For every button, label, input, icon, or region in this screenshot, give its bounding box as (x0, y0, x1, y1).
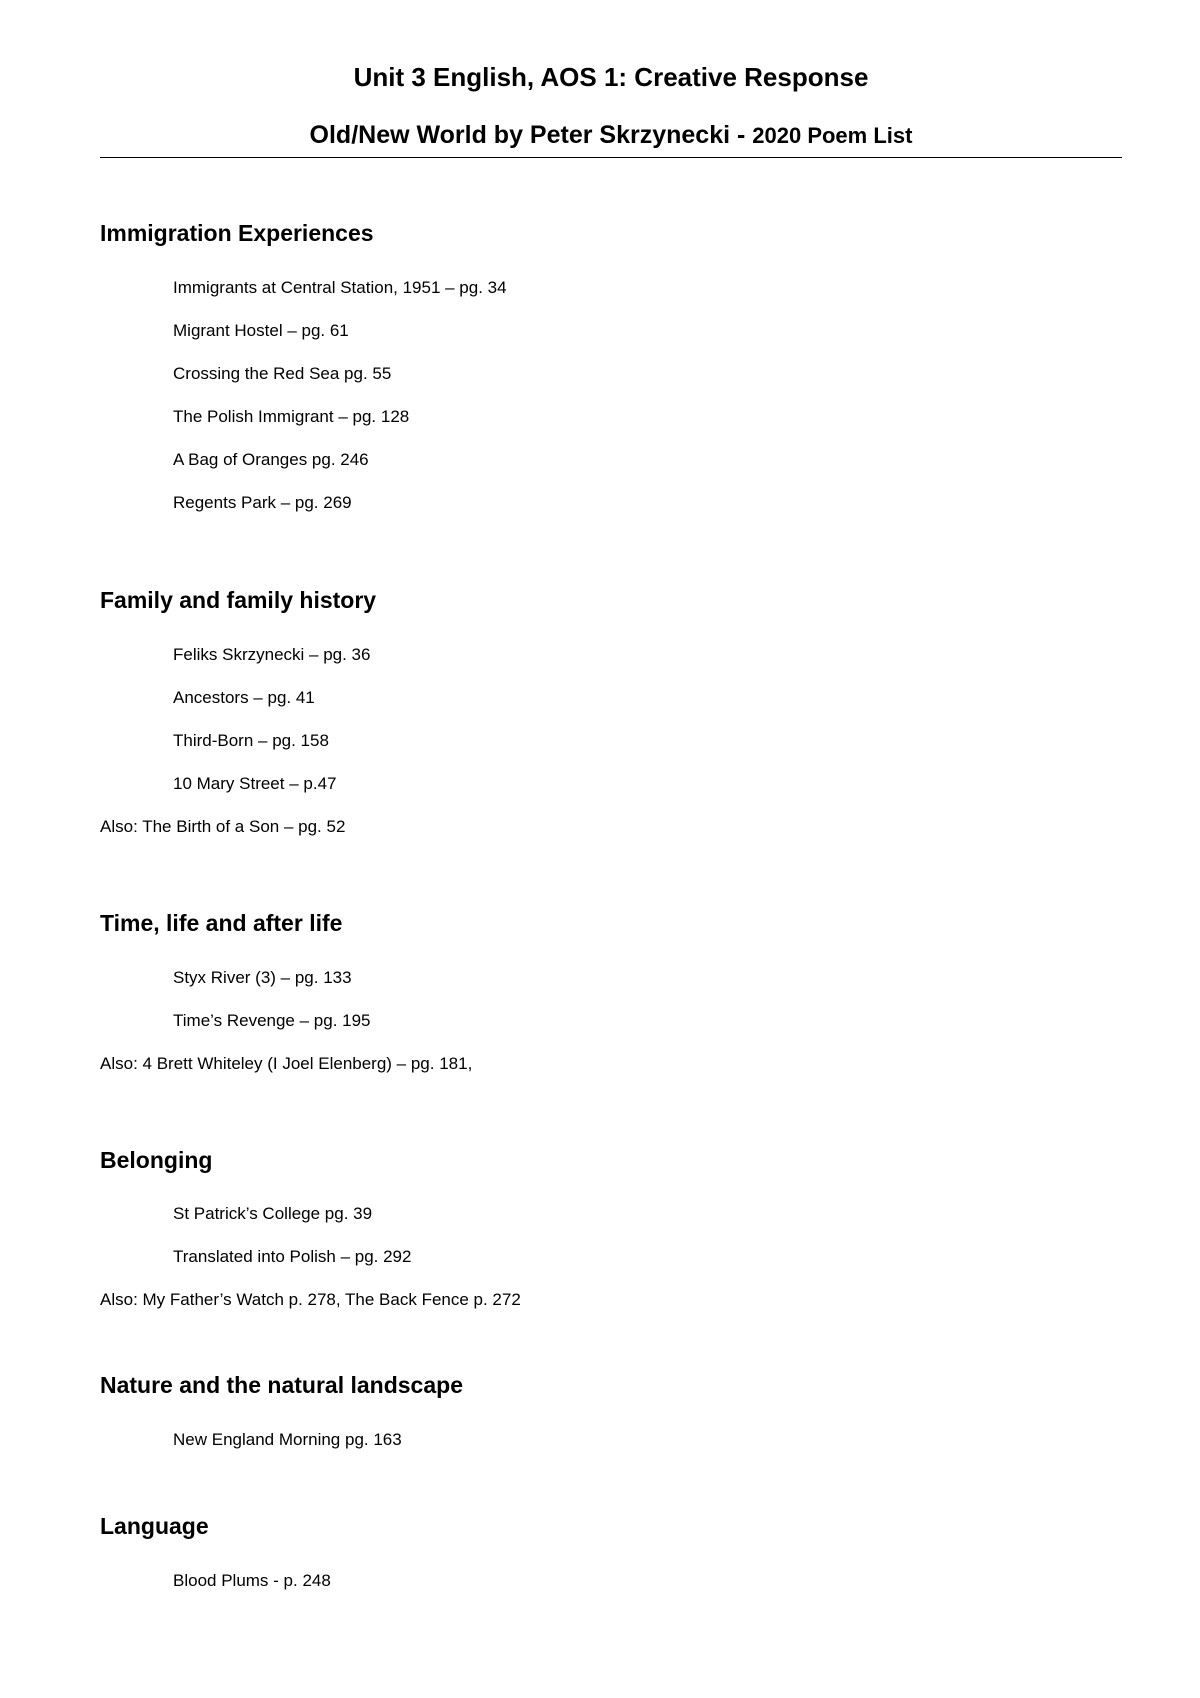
also-note: Also: My Father’s Watch p. 278, The Back Fence p. 272 (100, 1290, 521, 1309)
list-item-text: Styx River (3) – pg. 133 (173, 968, 352, 987)
list-item-text: 10 Mary Street – p.47 (173, 774, 337, 793)
list-item-text: Blood Plums - p. 248 (173, 1571, 331, 1590)
list-item-text: Feliks Skrzynecki – pg. 36 (173, 645, 371, 664)
subtitle-tail: 2020 Poem List (752, 123, 913, 148)
list-item-text: Immigrants at Central Station, 1951 – pg. 34 (173, 278, 507, 297)
section-heading-immigration: Immigration Experiences (100, 220, 374, 246)
list-item-text: Regents Park – pg. 269 (173, 493, 352, 512)
list-item-text: Translated into Polish – pg. 292 (173, 1247, 412, 1266)
list-item-text: Ancestors – pg. 41 (173, 688, 315, 707)
list-item-text: Third-Born – pg. 158 (173, 731, 329, 750)
list-item-text: Migrant Hostel – pg. 61 (173, 321, 349, 340)
document-page (100, 0, 1122, 1698)
subtitle-main: Old/New World by Peter Skrzynecki - (309, 121, 746, 149)
document-subtitle (100, 121, 1122, 150)
section-heading-family: Family and family history (100, 587, 377, 613)
document-title: Unit 3 English, AOS 1: Creative Response (353, 62, 869, 92)
list-item-text: New England Morning pg. 163 (173, 1430, 402, 1449)
section-heading-nature: Nature and the natural landscape (100, 1372, 463, 1398)
also-note: Also: 4 Brett Whiteley (I Joel Elenberg) – pg. 181, (100, 1054, 473, 1073)
list-item-text: The Polish Immigrant – pg. 128 (173, 407, 410, 426)
title-divider (100, 157, 1122, 158)
section-heading-language: Language (100, 1513, 209, 1539)
list-item-text: Time’s Revenge – pg. 195 (173, 1011, 371, 1030)
also-note: Also: The Birth of a Son – pg. 52 (100, 817, 346, 836)
list-item-text: A Bag of Oranges pg. 246 (173, 450, 369, 469)
list-item-text: St Patrick’s College pg. 39 (173, 1204, 373, 1223)
section-heading-time: Time, life and after life (100, 910, 343, 936)
section-heading-belonging: Belonging (100, 1147, 213, 1173)
list-item-text: Crossing the Red Sea pg. 55 (173, 364, 392, 383)
